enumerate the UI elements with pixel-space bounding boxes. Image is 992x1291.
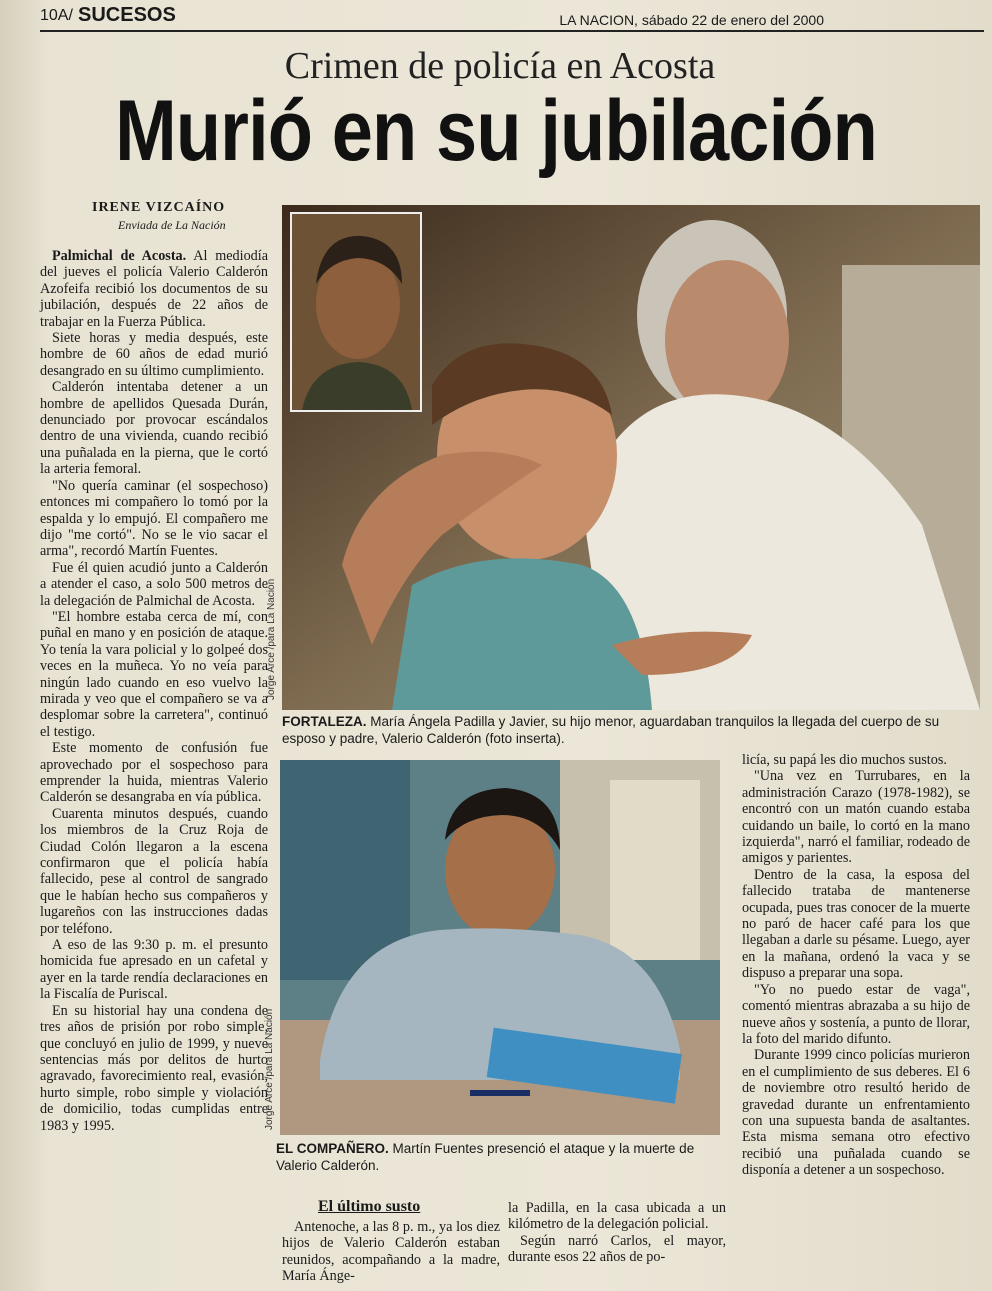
photo1-caption <box>282 713 982 747</box>
page-header <box>40 4 984 32</box>
paragraph: Antenoche, a las 8 p. m., ya los diez hijos de Valerio Calderón estaban reunidos, acompañando a la madre, María Ánge- <box>282 1219 500 1285</box>
photo1-caption-label: FORTALEZA. <box>282 714 367 729</box>
newspaper-dateline: LA NACION, sábado 22 de enero del 2000 <box>559 12 824 28</box>
photo2-caption <box>276 1140 731 1174</box>
section-number: 10A/ <box>40 7 73 24</box>
photo1-credit: Jorge Arce /para La Nación <box>266 578 277 700</box>
paragraph: En su historial hay una condena de tres años de prisión por robo simple, que concluyó en julio de 1999, y nueve sentencias más por delitos de hurto agravado, favorecimiento real, evasión, hurto simple, robo simple y violación de domicilio, todas cumplidas entre 1983 y 1995. <box>40 1002 268 1134</box>
section-name: SUCESOS <box>78 4 176 26</box>
paragraph: la Padilla, en la casa ubicada a un kilómetro de la delegación policial. <box>508 1200 726 1233</box>
headline: Murió en su jubilación <box>115 83 877 179</box>
article-column-3 <box>742 752 970 1179</box>
paragraph: Este momento de confusión fue aprovechado por el sospechoso para emprender la huida, mientras Valerio Calderón se desangraba en vía pública. <box>40 740 268 806</box>
photo2-caption-text: Martín Fuentes presenció el ataque y la muerte de Valerio Calderón. <box>276 1141 695 1173</box>
paragraph: Durante 1999 cinco policías murieron en el cumplimiento de sus deberes. El 6 de noviembre otro resultó herido de gravedad durante un enfrentamiento con una supuesta banda de asaltantes. Esta misma semana otro efectivo recibió una puñalada cuando se disponía a detener a un sospechoso. <box>742 1047 970 1179</box>
paragraph: Al mediodía del jueves el policía Valerio Calderón Azofeifa recibió los documentos de su jubilación, después de 22 años de trabajar en la Fuerza Pública. <box>40 248 268 330</box>
paragraph: Según narró Carlos, el mayor, durante esos 22 años de po- <box>508 1232 726 1266</box>
paragraph: Calderón intentaba detener a un hombre de apellidos Quesada Durán, denunciado por provocar escándalos dentro de una vivienda, cuando recibió una puñalada en la pierna, que le cortó la arteria femoral. <box>40 379 268 478</box>
paragraph: "El hombre estaba cerca de mí, con puñal en mano y en posición de ataque. Yo tenía la vara policial y lo golpeé dos veces en la muñeca. Yo no veía para ningún lado cuando en eso vuelvo la mirada y veo que el compañero se va a desplomar sobre la carretera", continuó el testigo. <box>40 608 268 740</box>
paragraph: Siete horas y media después, este hombre de 60 años de edad murió desangrado en su último cumplimiento. <box>40 330 268 379</box>
paragraph: Fue él quien acudió junto a Calderón a atender el caso, a solo 500 metros de la delegación de Palmichal de Acosta. <box>40 559 268 609</box>
paragraph: "No quería caminar (el sospechoso) entonces mi compañero lo tomó por la espalda y lo empujó. El compañero me dijo "me cortó". No se le vio sacar el arma", recordó Martín Fuentes. <box>40 477 268 560</box>
kicker: Crimen de policía en Acosta <box>284 45 716 87</box>
inset-portrait <box>290 212 422 412</box>
lead-dateline: Palmichal de Acosta. <box>52 248 187 264</box>
paragraph: A eso de las 9:30 p. m. el presunto homicida fue apresado en un cafetal y ayer en la tarde rendía declaraciones en la Fiscalía de Puriscal. <box>40 937 268 1003</box>
subhead: El último susto <box>318 1198 421 1215</box>
paragraph: "Yo no puedo estar de vaga", comentó mientras abrazaba a su hijo de nueve años y sostenía, a punto de llorar, la foto del marido difunto. <box>742 981 970 1047</box>
paragraph: "Una vez en Turrubares, en la administración Carazo (1978-1982), se encontró con un matón cuando estaba cuidando un baile, lo cortó en la mano izquierda", narró el familiar, rodeado de amigos y parientes. <box>742 768 970 867</box>
photo2-credit: Jorge Arce /para La Nación <box>264 1008 275 1130</box>
article-column-2b <box>508 1200 726 1266</box>
byline-name: IRENE VIZCAÍNO <box>92 200 226 215</box>
byline-role: Enviada de La Nación <box>118 218 226 232</box>
lead-paragraph <box>40 248 268 330</box>
officer-photo <box>280 760 720 1135</box>
officer-photo-image <box>280 760 720 1135</box>
article-column-2a <box>282 1219 500 1285</box>
inset-portrait-image <box>292 214 420 410</box>
paragraph: Cuarenta minutos después, cuando los miembros de la Cruz Roja de Ciudad Colón llegaron a la escena confirmaron que el policía había fallecido, pese al control de sangrado que le habían hecho sus compañeros y lugareños con las instrucciones dadas por teléfono. <box>40 805 268 937</box>
paragraph: Dentro de la casa, la esposa del fallecido trataba de mantenerse ocupada, pues tras conocer de la muerte no paró de hacer café para los que llegaban a darle su pésame. Luego, ayer en la mañana, ordenó la vaca y se dispuso a preparar una sopa. <box>742 866 970 982</box>
photo1-caption-text: María Ángela Padilla y Javier, su hijo menor, aguardaban tranquilos la llegada del cuerpo de su esposo y padre, Valerio Calderón (foto inserta). <box>282 714 940 746</box>
article-column-1 <box>40 248 268 1134</box>
paragraph: licía, su papá les dio muchos sustos. <box>742 752 947 768</box>
photo2-caption-label: EL COMPAÑERO. <box>276 1141 389 1156</box>
